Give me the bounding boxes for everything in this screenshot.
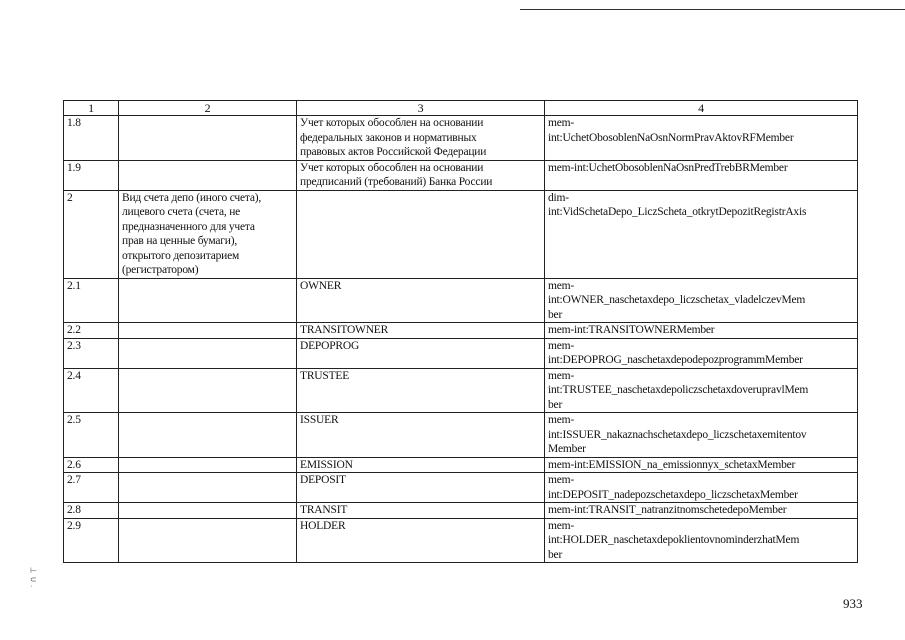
table-row	[64, 323, 858, 339]
header-cell: 4	[545, 101, 858, 116]
table-row	[64, 457, 858, 473]
element-id-cell: mem- int:TRUSTEE_naschetaxdepoliczschetaxdoverupravlMem ber	[545, 368, 858, 413]
description-cell	[119, 413, 297, 458]
member-name-cell: OWNER	[297, 278, 545, 323]
description-cell	[119, 116, 297, 161]
element-id-cell: mem- int:OWNER_naschetaxdepo_liczschetax_vladelczevMem ber	[545, 278, 858, 323]
member-name-cell: DEPOPROG	[297, 338, 545, 368]
table-row	[64, 278, 858, 323]
table-row	[64, 116, 858, 161]
member-name-cell: EMISSION	[297, 457, 545, 473]
element-id-cell: dim- int:VidSchetaDepo_LiczScheta_otkrytDepozitRegistrAxis	[545, 190, 858, 278]
description-cell	[119, 518, 297, 563]
member-name-cell: TRUSTEE	[297, 368, 545, 413]
element-id-cell: mem-int:TRANSITOWNERMember	[545, 323, 858, 339]
margin-marks: ⊢ ⊂ ˙	[30, 566, 37, 593]
table-row	[64, 368, 858, 413]
table-row	[64, 338, 858, 368]
member-name-cell: ISSUER	[297, 413, 545, 458]
header-rule	[520, 9, 905, 10]
member-name-cell: Учет которых обособлен на основании предписаний (требований) Банка России	[297, 160, 545, 190]
description-cell	[119, 368, 297, 413]
row-number-cell: 2.4	[64, 368, 119, 413]
description-cell	[119, 323, 297, 339]
member-name-cell	[297, 190, 545, 278]
element-id-cell: mem- int:UchetObosoblenNaOsnNormPravAktovRFMember	[545, 116, 858, 161]
table-row	[64, 413, 858, 458]
member-name-cell: TRANSITOWNER	[297, 323, 545, 339]
row-number-cell: 2.8	[64, 503, 119, 519]
description-cell	[119, 278, 297, 323]
description-cell	[119, 338, 297, 368]
member-name-cell: TRANSIT	[297, 503, 545, 519]
table-header-row	[64, 101, 858, 116]
element-id-cell: mem-int:TRANSIT_natranzitnomschetedepoMember	[545, 503, 858, 519]
element-id-cell: mem- int:DEPOSIT_nadepozschetaxdepo_liczschetaxMember	[545, 473, 858, 503]
description-cell: Вид счета депо (иного счета), лицевого счета (счета, не предназначенного для учета прав на ценные бумаги), открытого депозитарием (регистратором)	[119, 190, 297, 278]
element-id-cell: mem-int:EMISSION_na_emissionnyx_schetaxMember	[545, 457, 858, 473]
row-number-cell: 2.6	[64, 457, 119, 473]
member-name-cell: Учет которых обособлен на основании федеральных законов и нормативных правовых актов Российской Федерации	[297, 116, 545, 161]
description-cell	[119, 473, 297, 503]
page-number: 933	[843, 596, 863, 611]
taxonomy-table	[63, 100, 858, 563]
header-cell: 3	[297, 101, 545, 116]
row-number-cell: 2.2	[64, 323, 119, 339]
table-row	[64, 518, 858, 563]
description-cell	[119, 457, 297, 473]
row-number-cell: 2.9	[64, 518, 119, 563]
header-cell: 2	[119, 101, 297, 116]
table-row	[64, 503, 858, 519]
description-cell	[119, 503, 297, 519]
header-cell: 1	[64, 101, 119, 116]
row-number-cell: 2.5	[64, 413, 119, 458]
member-name-cell: HOLDER	[297, 518, 545, 563]
row-number-cell: 1.9	[64, 160, 119, 190]
row-number-cell: 1.8	[64, 116, 119, 161]
element-id-cell: mem- int:ISSUER_nakaznachschetaxdepo_liczschetaxemitentov Member	[545, 413, 858, 458]
row-number-cell: 2.7	[64, 473, 119, 503]
element-id-cell: mem- int:DEPOPROG_naschetaxdepodepozprogrammMember	[545, 338, 858, 368]
row-number-cell: 2	[64, 190, 119, 278]
table-row	[64, 473, 858, 503]
row-number-cell: 2.1	[64, 278, 119, 323]
element-id-cell: mem- int:HOLDER_naschetaxdepoklientovnominderzhatMem ber	[545, 518, 858, 563]
element-id-cell: mem-int:UchetObosoblenNaOsnPredTrebBRMember	[545, 160, 858, 190]
member-name-cell: DEPOSIT	[297, 473, 545, 503]
row-number-cell: 2.3	[64, 338, 119, 368]
description-cell	[119, 160, 297, 190]
table-row	[64, 190, 858, 278]
table-row	[64, 160, 858, 190]
